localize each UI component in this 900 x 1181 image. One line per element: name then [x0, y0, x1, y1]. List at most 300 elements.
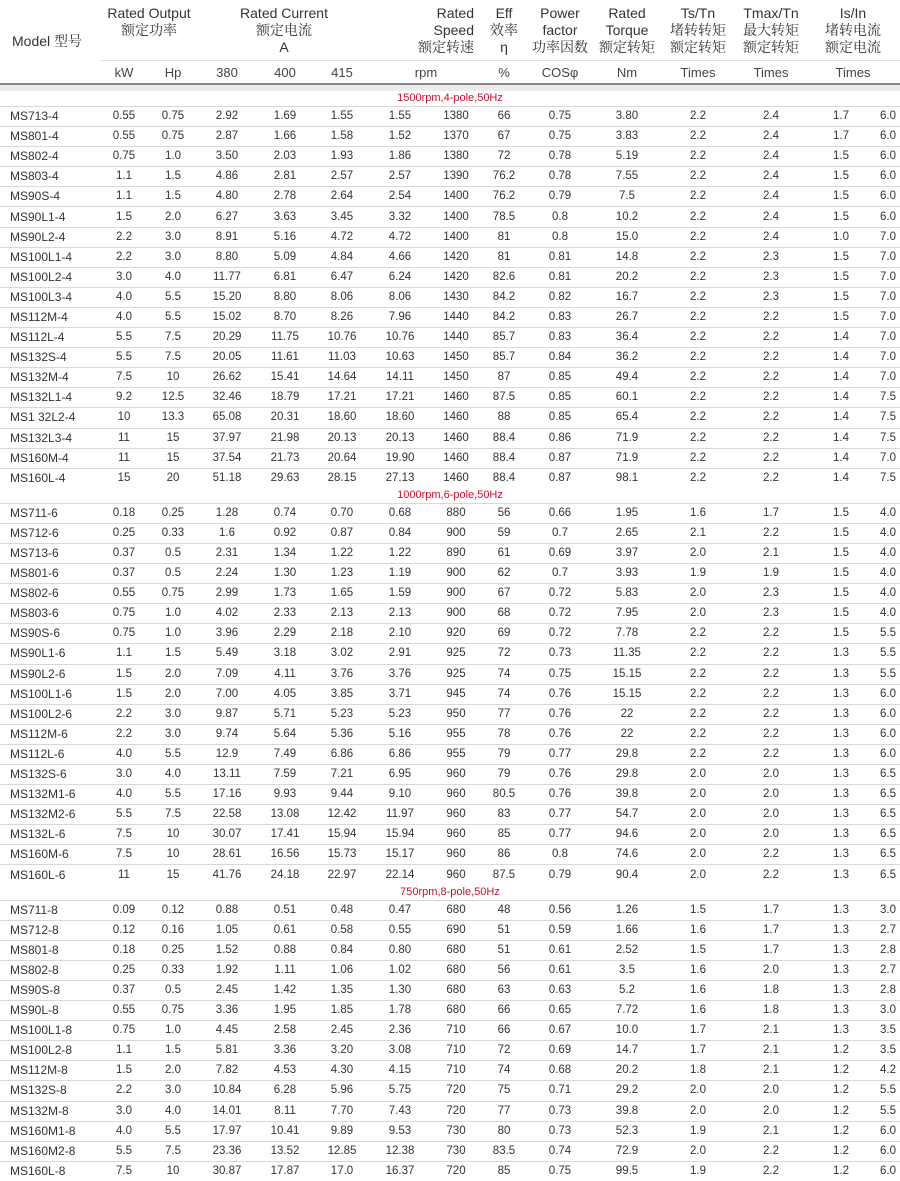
cell-is-in: 1.5	[806, 624, 876, 644]
cell-current-380: 15.20	[198, 287, 256, 307]
cell-current-400: 1.42	[256, 980, 314, 1000]
cell-power-factor: 0.69	[526, 1041, 594, 1061]
cell-current-380: 9.74	[198, 724, 256, 744]
table-row	[0, 127, 900, 147]
cell-kw: 7.5	[100, 845, 148, 865]
cell-is-in: 1.5	[806, 523, 876, 543]
cell-power-factor: 0.83	[526, 328, 594, 348]
header-rated-output-cn: 额定功率	[121, 21, 177, 38]
cell-kw: 9.2	[100, 388, 148, 408]
cell-current-380: 1.92	[198, 960, 256, 980]
cell-hp: 1.5	[148, 187, 198, 207]
cell-ts-tn: 2.0	[660, 1141, 736, 1161]
cell-torque: 7.78	[594, 624, 660, 644]
cell-current-400: 1.34	[256, 543, 314, 563]
cell-current-400: 17.41	[256, 825, 314, 845]
unit-cos-phi: COSφ	[526, 61, 594, 85]
cell-current-415: 22.97	[314, 865, 370, 885]
cell-ts-tn: 2.0	[660, 805, 736, 825]
cell-eff: 79	[482, 744, 526, 764]
cell-kw: 0.75	[100, 147, 148, 167]
header-ts-tn-cn2: 额定转矩	[670, 38, 726, 55]
header-tmax-tn-cn2: 额定转矩	[743, 38, 799, 55]
cell-speed-rpm: 1460	[430, 408, 482, 428]
cell-torque: 3.93	[594, 564, 660, 584]
cell-current-400: 5.09	[256, 247, 314, 267]
cell-eff: 88.4	[482, 428, 526, 448]
cell-kw: 15	[100, 468, 148, 488]
cell-hp: 0.75	[148, 107, 198, 127]
table-row	[0, 1161, 900, 1181]
cell-model: MS112M-8	[0, 1061, 100, 1081]
cell-power-factor: 0.84	[526, 348, 594, 368]
cell-kw: 1.1	[100, 187, 148, 207]
cell-model: MS132L1-4	[0, 388, 100, 408]
cell-is-in: 1.3	[806, 845, 876, 865]
cell-speed-rpm: 1390	[430, 167, 482, 187]
cell-is-in: 1.3	[806, 765, 876, 785]
header-is-in-en: Is/In	[839, 4, 867, 21]
cell-is-in-blank: 5.5	[876, 644, 900, 664]
cell-power-factor: 0.76	[526, 704, 594, 724]
cell-eff: 62	[482, 564, 526, 584]
cell-ts-tn: 2.0	[660, 1081, 736, 1101]
cell-power-factor: 0.71	[526, 1081, 594, 1101]
cell-is-in-blank: 5.5	[876, 1101, 900, 1121]
cell-is-in: 1.7	[806, 127, 876, 147]
cell-hp: 3.0	[148, 227, 198, 247]
table-row	[0, 287, 900, 307]
section-header	[0, 91, 900, 107]
cell-speed-rpm: 925	[430, 644, 482, 664]
cell-model: MS90S-6	[0, 624, 100, 644]
cell-model: MS132M1-6	[0, 785, 100, 805]
cell-torque: 94.6	[594, 825, 660, 845]
cell-kw: 10	[100, 408, 148, 428]
cell-current-415: 1.65	[314, 584, 370, 604]
cell-model: MS160M-6	[0, 845, 100, 865]
table-row	[0, 960, 900, 980]
table-row	[0, 785, 900, 805]
cell-eff: 83.5	[482, 1141, 526, 1161]
cell-tmax-tn: 2.2	[736, 388, 806, 408]
unit-percent: %	[482, 61, 526, 85]
cell-torque: 39.8	[594, 785, 660, 805]
cell-power-factor: 0.87	[526, 448, 594, 468]
cell-is-in: 1.3	[806, 785, 876, 805]
cell-speed-rpm: 1400	[430, 207, 482, 227]
table-row	[0, 865, 900, 885]
cell-current-380: 37.54	[198, 448, 256, 468]
cell-current-400: 3.36	[256, 1041, 314, 1061]
cell-current-415: 5.36	[314, 724, 370, 744]
table-row	[0, 1101, 900, 1121]
cell-model: MS112M-4	[0, 307, 100, 327]
cell-ts-tn: 2.0	[660, 825, 736, 845]
cell-ts-tn: 2.2	[660, 408, 736, 428]
cell-power-factor: 0.72	[526, 584, 594, 604]
cell-speed-rpm: 710	[430, 1041, 482, 1061]
cell-hp: 5.5	[148, 744, 198, 764]
table-row	[0, 684, 900, 704]
cell-current-400: 2.81	[256, 167, 314, 187]
cell-kw: 0.18	[100, 940, 148, 960]
cell-tmax-tn: 2.2	[736, 664, 806, 684]
header-eff-cn: 效率	[490, 21, 518, 38]
cell-hp: 10	[148, 845, 198, 865]
cell-torque: 49.4	[594, 368, 660, 388]
cell-hp: 3.0	[148, 704, 198, 724]
cell-eff: 72	[482, 147, 526, 167]
cell-torque: 99.5	[594, 1161, 660, 1181]
table-row	[0, 664, 900, 684]
cell-tmax-tn: 1.8	[736, 980, 806, 1000]
cell-eff: 88.4	[482, 468, 526, 488]
cell-kw: 0.09	[100, 900, 148, 920]
cell-current-400: 1.30	[256, 564, 314, 584]
cell-current-400: 5.71	[256, 704, 314, 724]
cell-current-415: 2.57	[314, 167, 370, 187]
table-row	[0, 584, 900, 604]
cell-model: MS132M-4	[0, 368, 100, 388]
cell-is-in-blank: 4.0	[876, 564, 900, 584]
cell-torque: 14.7	[594, 1041, 660, 1061]
cell-current-400: 0.88	[256, 940, 314, 960]
table-row	[0, 107, 900, 127]
header-rated-current-en: Rated Current	[240, 4, 328, 21]
cell-torque: 39.8	[594, 1101, 660, 1121]
cell-ts-tn: 2.0	[660, 845, 736, 865]
cell-hp: 1.0	[148, 1021, 198, 1041]
cell-kw: 0.55	[100, 584, 148, 604]
cell-ts-tn: 2.2	[660, 428, 736, 448]
cell-current-400: 15.41	[256, 368, 314, 388]
cell-current-415: 6.86	[314, 744, 370, 764]
cell-eff: 59	[482, 523, 526, 543]
cell-model: MS90L-8	[0, 1001, 100, 1021]
cell-current-380: 20.05	[198, 348, 256, 368]
cell-model: MS801-6	[0, 564, 100, 584]
cell-ts-tn: 1.8	[660, 1061, 736, 1081]
cell-is-in: 1.5	[806, 503, 876, 523]
cell-is-in: 1.3	[806, 1021, 876, 1041]
cell-current-415: 15.94	[314, 825, 370, 845]
cell-tmax-tn: 2.2	[736, 845, 806, 865]
cell-current-400: 11.75	[256, 328, 314, 348]
cell-model: MS160L-6	[0, 865, 100, 885]
header-tmax-tn	[736, 0, 806, 61]
cell-ts-tn: 2.2	[660, 684, 736, 704]
cell-is-in-blank: 6.5	[876, 805, 900, 825]
cell-hp: 0.25	[148, 503, 198, 523]
cell-ts-tn: 1.6	[660, 1001, 736, 1021]
cell-current-400: 24.18	[256, 865, 314, 885]
header-rated-speed	[370, 0, 482, 61]
cell-torque: 29.8	[594, 765, 660, 785]
cell-speed-blank: 1.78	[370, 1001, 430, 1021]
cell-power-factor: 0.76	[526, 765, 594, 785]
cell-speed-rpm: 1440	[430, 307, 482, 327]
table-row	[0, 825, 900, 845]
cell-hp: 1.0	[148, 147, 198, 167]
cell-speed-rpm: 880	[430, 503, 482, 523]
cell-torque: 10.2	[594, 207, 660, 227]
cell-is-in-blank: 7.0	[876, 287, 900, 307]
table-row	[0, 247, 900, 267]
table-row	[0, 1141, 900, 1161]
cell-eff: 77	[482, 704, 526, 724]
cell-is-in-blank: 7.0	[876, 267, 900, 287]
cell-current-415: 0.70	[314, 503, 370, 523]
cell-speed-rpm: 1380	[430, 147, 482, 167]
cell-eff: 80.5	[482, 785, 526, 805]
cell-current-415: 7.70	[314, 1101, 370, 1121]
cell-current-400: 18.79	[256, 388, 314, 408]
cell-torque: 7.95	[594, 604, 660, 624]
cell-speed-rpm: 1460	[430, 388, 482, 408]
cell-power-factor: 0.56	[526, 900, 594, 920]
cell-current-400: 1.73	[256, 584, 314, 604]
cell-kw: 4.0	[100, 1121, 148, 1141]
cell-ts-tn: 2.2	[660, 664, 736, 684]
cell-hp: 1.0	[148, 604, 198, 624]
cell-model: MS132L3-4	[0, 428, 100, 448]
cell-power-factor: 0.63	[526, 980, 594, 1000]
cell-tmax-tn: 2.4	[736, 107, 806, 127]
section-title: 1000rpm,6-pole,50Hz	[397, 488, 503, 501]
cell-current-380: 3.36	[198, 1001, 256, 1021]
table-row	[0, 428, 900, 448]
cell-current-380: 23.36	[198, 1141, 256, 1161]
cell-ts-tn: 1.5	[660, 940, 736, 960]
cell-model: MS100L1-4	[0, 247, 100, 267]
cell-is-in-blank: 6.0	[876, 704, 900, 724]
cell-current-400: 1.11	[256, 960, 314, 980]
cell-is-in: 1.5	[806, 584, 876, 604]
cell-speed-rpm: 1380	[430, 107, 482, 127]
table-header	[0, 0, 900, 84]
cell-current-380: 7.82	[198, 1061, 256, 1081]
cell-speed-rpm: 680	[430, 980, 482, 1000]
cell-is-in-blank: 6.0	[876, 207, 900, 227]
cell-is-in-blank: 6.0	[876, 127, 900, 147]
cell-is-in-blank: 7.5	[876, 468, 900, 488]
cell-current-415: 12.42	[314, 805, 370, 825]
cell-kw: 1.5	[100, 664, 148, 684]
cell-current-415: 4.72	[314, 227, 370, 247]
cell-power-factor: 0.82	[526, 287, 594, 307]
cell-ts-tn: 2.2	[660, 187, 736, 207]
cell-speed-blank: 10.63	[370, 348, 430, 368]
cell-model: MS90L1-6	[0, 644, 100, 664]
cell-current-400: 3.63	[256, 207, 314, 227]
header-ts-tn	[660, 0, 736, 61]
table-row	[0, 1041, 900, 1061]
cell-current-415: 2.64	[314, 187, 370, 207]
cell-hp: 0.75	[148, 1001, 198, 1021]
cell-is-in-blank: 6.5	[876, 865, 900, 885]
cell-kw: 1.1	[100, 644, 148, 664]
cell-torque: 2.65	[594, 523, 660, 543]
cell-ts-tn: 2.2	[660, 348, 736, 368]
cell-current-380: 4.86	[198, 167, 256, 187]
cell-is-in-blank: 3.0	[876, 900, 900, 920]
cell-eff: 85	[482, 1161, 526, 1181]
cell-speed-rpm: 960	[430, 805, 482, 825]
cell-speed-blank: 0.55	[370, 920, 430, 940]
header-rated-torque-cn: 额定转矩	[599, 38, 655, 55]
cell-ts-tn: 2.2	[660, 744, 736, 764]
header-is-in	[806, 0, 900, 61]
cell-hp: 10	[148, 825, 198, 845]
cell-is-in-blank: 4.0	[876, 503, 900, 523]
cell-is-in: 1.5	[806, 167, 876, 187]
cell-torque: 98.1	[594, 468, 660, 488]
cell-current-400: 0.61	[256, 920, 314, 940]
cell-tmax-tn: 2.2	[736, 724, 806, 744]
cell-speed-rpm: 1420	[430, 247, 482, 267]
cell-eff: 83	[482, 805, 526, 825]
cell-is-in-blank: 7.0	[876, 448, 900, 468]
cell-eff: 75	[482, 1081, 526, 1101]
cell-model: MS802-8	[0, 960, 100, 980]
cell-speed-blank: 3.76	[370, 664, 430, 684]
cell-is-in: 1.3	[806, 644, 876, 664]
cell-power-factor: 0.8	[526, 207, 594, 227]
cell-current-415: 2.18	[314, 624, 370, 644]
header-model: Model 型号	[12, 33, 83, 49]
cell-speed-rpm: 890	[430, 543, 482, 563]
cell-speed-rpm: 1400	[430, 227, 482, 247]
cell-current-380: 12.9	[198, 744, 256, 764]
cell-model: MS100L3-4	[0, 287, 100, 307]
cell-current-400: 29.63	[256, 468, 314, 488]
header-power-factor-cn: 功率因数	[532, 38, 588, 55]
cell-speed-rpm: 1460	[430, 468, 482, 488]
cell-torque: 7.55	[594, 167, 660, 187]
cell-eff: 74	[482, 684, 526, 704]
cell-speed-blank: 1.86	[370, 147, 430, 167]
cell-tmax-tn: 2.2	[736, 307, 806, 327]
cell-power-factor: 0.79	[526, 187, 594, 207]
cell-power-factor: 0.73	[526, 1121, 594, 1141]
cell-hp: 4.0	[148, 1101, 198, 1121]
cell-current-400: 13.52	[256, 1141, 314, 1161]
cell-is-in: 1.2	[806, 1141, 876, 1161]
cell-torque: 65.4	[594, 408, 660, 428]
cell-speed-rpm: 720	[430, 1161, 482, 1181]
cell-speed-blank: 17.21	[370, 388, 430, 408]
cell-current-380: 14.01	[198, 1101, 256, 1121]
cell-eff: 74	[482, 664, 526, 684]
cell-speed-blank: 15.94	[370, 825, 430, 845]
cell-tmax-tn: 2.2	[736, 704, 806, 724]
cell-kw: 11	[100, 428, 148, 448]
cell-current-380: 5.81	[198, 1041, 256, 1061]
cell-speed-blank: 2.57	[370, 167, 430, 187]
cell-torque: 22	[594, 724, 660, 744]
cell-power-factor: 0.73	[526, 1101, 594, 1121]
cell-current-415: 1.06	[314, 960, 370, 980]
cell-is-in: 1.5	[806, 207, 876, 227]
cell-current-400: 4.11	[256, 664, 314, 684]
cell-current-415: 10.76	[314, 328, 370, 348]
cell-hp: 7.5	[148, 1141, 198, 1161]
cell-current-400: 7.49	[256, 744, 314, 764]
table-row	[0, 604, 900, 624]
cell-torque: 3.80	[594, 107, 660, 127]
cell-torque: 36.4	[594, 328, 660, 348]
cell-ts-tn: 2.0	[660, 865, 736, 885]
cell-current-400: 4.53	[256, 1061, 314, 1081]
header-rated-torque-en1: Rated	[608, 4, 646, 21]
cell-tmax-tn: 2.2	[736, 368, 806, 388]
cell-model: MS802-6	[0, 584, 100, 604]
cell-model: MS713-6	[0, 543, 100, 563]
cell-ts-tn: 1.7	[660, 1041, 736, 1061]
cell-current-415: 2.45	[314, 1021, 370, 1041]
cell-model: MS100L2-4	[0, 267, 100, 287]
cell-current-415: 1.93	[314, 147, 370, 167]
cell-is-in: 1.2	[806, 1041, 876, 1061]
cell-current-400: 4.05	[256, 684, 314, 704]
cell-speed-rpm: 1420	[430, 267, 482, 287]
cell-is-in: 1.3	[806, 704, 876, 724]
cell-speed-rpm: 945	[430, 684, 482, 704]
cell-current-415: 28.15	[314, 468, 370, 488]
cell-model: MS713-4	[0, 107, 100, 127]
cell-current-380: 22.58	[198, 805, 256, 825]
cell-hp: 15	[148, 448, 198, 468]
cell-model: MS132M2-6	[0, 805, 100, 825]
cell-speed-blank: 0.84	[370, 523, 430, 543]
cell-speed-blank: 27.13	[370, 468, 430, 488]
cell-is-in-blank: 6.0	[876, 1141, 900, 1161]
cell-is-in: 1.3	[806, 940, 876, 960]
cell-kw: 3.0	[100, 765, 148, 785]
table-row	[0, 644, 900, 664]
cell-speed-blank: 16.37	[370, 1161, 430, 1181]
cell-model: MS160M2-8	[0, 1141, 100, 1161]
cell-current-400: 2.29	[256, 624, 314, 644]
cell-is-in: 1.4	[806, 468, 876, 488]
cell-is-in-blank: 2.8	[876, 980, 900, 1000]
cell-torque: 22	[594, 704, 660, 724]
cell-hp: 7.5	[148, 328, 198, 348]
table-row	[0, 368, 900, 388]
cell-current-415: 2.13	[314, 604, 370, 624]
cell-is-in: 1.4	[806, 368, 876, 388]
cell-is-in: 1.2	[806, 1161, 876, 1181]
cell-speed-blank: 0.68	[370, 503, 430, 523]
cell-current-400: 2.58	[256, 1021, 314, 1041]
cell-current-400: 13.08	[256, 805, 314, 825]
cell-tmax-tn: 2.4	[736, 167, 806, 187]
cell-power-factor: 0.86	[526, 428, 594, 448]
cell-eff: 56	[482, 960, 526, 980]
cell-ts-tn: 2.2	[660, 704, 736, 724]
cell-model: MS160M1-8	[0, 1121, 100, 1141]
cell-is-in-blank: 7.5	[876, 428, 900, 448]
cell-eff: 67	[482, 127, 526, 147]
cell-current-415: 18.60	[314, 408, 370, 428]
cell-ts-tn: 1.6	[660, 980, 736, 1000]
cell-hp: 0.5	[148, 980, 198, 1000]
cell-eff: 69	[482, 624, 526, 644]
cell-hp: 4.0	[148, 267, 198, 287]
cell-power-factor: 0.79	[526, 865, 594, 885]
header-is-in-cn2: 额定电流	[825, 38, 881, 55]
